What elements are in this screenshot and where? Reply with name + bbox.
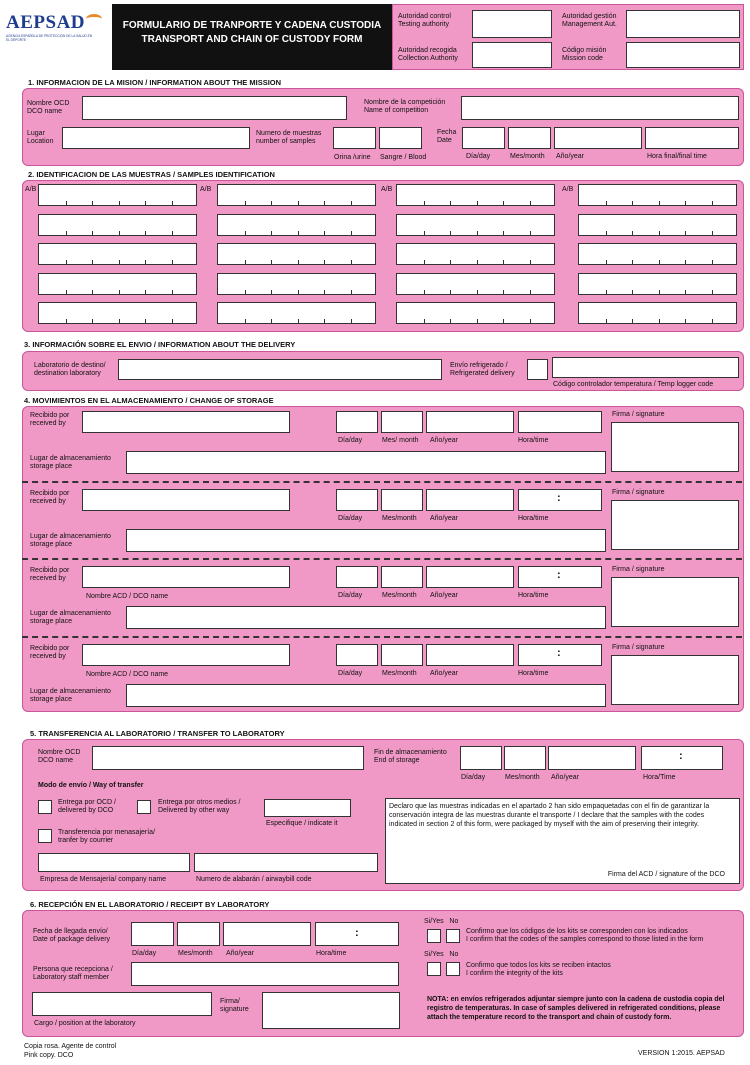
dco-delivered-checkbox[interactable] <box>38 800 52 814</box>
year-label: Año/year <box>556 153 585 160</box>
month-field[interactable] <box>508 127 551 149</box>
declaration-box <box>385 798 740 884</box>
arrival-time-label: Hora/time <box>316 950 347 957</box>
month-label: Mes/month <box>382 592 417 599</box>
acd-name-label: Nombre ACD / DCO name <box>86 671 169 678</box>
sample-code-field[interactable] <box>578 302 737 324</box>
signature-label: Firma / signature <box>612 489 665 496</box>
field-tick-mark <box>424 260 425 264</box>
arrival-year-field[interactable] <box>223 922 311 946</box>
final-time-field[interactable] <box>645 127 739 149</box>
copy-label: Copia rosa. Agente de control Pink copy. DCO <box>24 1043 117 1059</box>
field-tick-mark <box>450 231 451 235</box>
storage-place-field[interactable] <box>126 684 606 707</box>
field-tick-mark <box>712 260 713 264</box>
time-colon: : <box>557 647 561 659</box>
field-tick-mark <box>450 260 451 264</box>
field-tick-mark <box>66 319 67 323</box>
management-aut-label: Autoridad gestión Management Aut. <box>562 13 617 28</box>
month-label: Mes/month <box>382 515 417 522</box>
received-by-field[interactable] <box>82 411 290 433</box>
storage-place-field[interactable] <box>126 606 606 629</box>
year-label: Año/year <box>430 592 459 599</box>
arrival-day-field[interactable] <box>131 922 174 946</box>
sample-code-field[interactable] <box>396 184 555 206</box>
field-tick-mark <box>477 260 478 264</box>
field-tick-mark <box>659 201 660 205</box>
day-label: Día/day <box>338 592 363 599</box>
arrival-date-label: Fecha de llegada envío/ Date of package delivery <box>33 928 111 943</box>
storage-place-field[interactable] <box>126 451 606 474</box>
field-tick-mark <box>632 201 633 205</box>
sample-code-field[interactable] <box>217 184 376 206</box>
courier-checkbox[interactable] <box>38 829 52 843</box>
field-tick-mark <box>530 319 531 323</box>
signature-label: Firma / signature <box>612 566 665 573</box>
dco-signature-label: Firma del ACD / signature of the DCO <box>607 871 725 878</box>
airwaybill-field[interactable] <box>194 853 378 872</box>
day-field[interactable] <box>462 127 505 149</box>
signature-label: Firma / signature <box>612 644 665 651</box>
aepsad-logo <box>6 12 104 42</box>
integrity-no-checkbox[interactable] <box>446 962 460 976</box>
field-tick-mark <box>606 290 607 294</box>
num-samples-label: Numero de muestras number of samples <box>256 130 322 145</box>
field-tick-mark <box>450 201 451 205</box>
field-tick-mark <box>92 231 93 235</box>
acd-name-label: Nombre ACD / DCO name <box>86 593 169 600</box>
yes-no-label: Si/Yes No <box>424 951 459 958</box>
year-field[interactable] <box>554 127 642 149</box>
sample-code-field[interactable] <box>396 243 555 265</box>
end-year-field[interactable] <box>548 746 636 770</box>
month-label: Mes/month <box>382 670 417 677</box>
location-field[interactable] <box>62 127 250 149</box>
field-tick-mark <box>119 260 120 264</box>
staff-member-label: Persona que recepciona / Laboratory staff member <box>33 966 113 981</box>
field-tick-mark <box>92 290 93 294</box>
field-tick-mark <box>298 319 299 323</box>
month-label: Mes/month <box>510 153 545 160</box>
time-label: Hora/time <box>518 437 549 444</box>
field-tick-mark <box>712 319 713 323</box>
storage-time-field[interactable] <box>518 644 602 666</box>
field-tick-mark <box>659 260 660 264</box>
field-tick-mark <box>632 290 633 294</box>
end-time-label: Hora/Time <box>643 774 676 781</box>
refrigerated-label: Envío refrigerado / Refrigerated delivery <box>450 362 515 377</box>
section-6-title: 6. RECEPCIÓN EN EL LABORATORIO / RECEIPT BY LABORATORY <box>30 900 270 909</box>
field-tick-mark <box>424 201 425 205</box>
field-tick-mark <box>245 201 246 205</box>
arrival-time-colon: : <box>355 927 359 939</box>
signature-field[interactable] <box>611 422 739 472</box>
field-tick-mark <box>172 260 173 264</box>
field-tick-mark <box>606 201 607 205</box>
company-name-label: Empresa de Mensajería/ company name <box>40 876 167 883</box>
signature-field[interactable] <box>611 655 739 705</box>
month-label: Mes/ month <box>382 437 419 444</box>
field-tick-mark <box>477 319 478 323</box>
field-tick-mark <box>424 319 425 323</box>
field-tick-mark <box>659 290 660 294</box>
sample-code-field[interactable] <box>578 214 737 236</box>
sample-code-field[interactable] <box>38 184 197 206</box>
field-tick-mark <box>685 290 686 294</box>
field-tick-mark <box>145 290 146 294</box>
field-tick-mark <box>685 231 686 235</box>
field-tick-mark <box>298 231 299 235</box>
field-tick-mark <box>503 290 504 294</box>
field-tick-mark <box>172 290 173 294</box>
received-by-label: Recibido por received by <box>30 567 70 582</box>
lab-label: Laboratorio de destino/ destination laboratory <box>34 362 106 377</box>
specify-label: Especifique / indicate it <box>266 820 338 827</box>
sample-code-field[interactable] <box>396 273 555 295</box>
storage-day-field[interactable] <box>336 644 378 666</box>
staff-signature-field[interactable] <box>262 992 400 1029</box>
codes-no-checkbox[interactable] <box>446 929 460 943</box>
other-way-checkbox[interactable] <box>137 800 151 814</box>
field-tick-mark <box>659 231 660 235</box>
urine-count-field[interactable] <box>333 127 376 149</box>
blood-label: Sangre / Blood <box>380 154 427 161</box>
dco-delivered-label: Entrega por OCD / delivered by DCO <box>58 799 116 814</box>
field-tick-mark <box>503 201 504 205</box>
field-tick-mark <box>632 260 633 264</box>
storage-year-field[interactable] <box>426 489 514 511</box>
field-tick-mark <box>351 231 352 235</box>
field-tick-mark <box>530 260 531 264</box>
sample-code-field[interactable] <box>38 273 197 295</box>
airwaybill-label: Numero de alabarán / airwaybill code <box>196 876 312 883</box>
field-tick-mark <box>145 319 146 323</box>
field-tick-mark <box>503 319 504 323</box>
field-tick-mark <box>530 231 531 235</box>
collection-authority-label: Autoridad recogida Collection Authority <box>398 47 458 62</box>
received-by-field[interactable] <box>82 566 290 588</box>
field-tick-mark <box>245 290 246 294</box>
location-label: Lugar Location <box>27 130 54 145</box>
year-label: Año/year <box>430 670 459 677</box>
field-tick-mark <box>172 231 173 235</box>
field-tick-mark <box>632 319 633 323</box>
field-tick-mark <box>324 319 325 323</box>
field-tick-mark <box>351 290 352 294</box>
field-tick-mark <box>172 319 173 323</box>
field-tick-mark <box>245 319 246 323</box>
received-by-field[interactable] <box>82 644 290 666</box>
blood-count-field[interactable] <box>379 127 422 149</box>
cargo-label: Cargo / position at the laboratory <box>34 1020 136 1027</box>
field-tick-mark <box>712 201 713 205</box>
yes-no-label: Si/Yes No <box>424 918 459 925</box>
sample-code-field[interactable] <box>38 243 197 265</box>
field-tick-mark <box>712 290 713 294</box>
field-tick-mark <box>606 319 607 323</box>
sample-code-field[interactable] <box>217 243 376 265</box>
staff-member-field[interactable] <box>131 962 399 986</box>
time-label: Hora/time <box>518 670 549 677</box>
field-tick-mark <box>503 231 504 235</box>
field-tick-mark <box>92 260 93 264</box>
sample-code-field[interactable] <box>217 273 376 295</box>
field-tick-mark <box>271 231 272 235</box>
day-label: Día/day <box>338 670 363 677</box>
field-tick-mark <box>324 260 325 264</box>
field-tick-mark <box>450 319 451 323</box>
field-tick-mark <box>503 260 504 264</box>
sample-code-field[interactable] <box>38 214 197 236</box>
confirm-codes-label: Confirmo que los códigos de los kits se corresponden con los indicados I confirm that the codes of the samples correspond to those listed in the form <box>466 928 704 943</box>
field-tick-mark <box>145 231 146 235</box>
received-by-label: Recibido por received by <box>30 412 70 427</box>
mission-code-label: Código misión Mission code <box>562 47 607 62</box>
field-tick-mark <box>119 319 120 323</box>
form-title-es: FORMULARIO DE TRANPORTE Y CADENA CUSTODIA <box>122 20 382 31</box>
integrity-yes-checkbox[interactable] <box>427 962 441 976</box>
date-label: Fecha Date <box>437 129 457 144</box>
ab-label: A/B <box>381 186 393 193</box>
storage-place-label: Lugar de almacenamiento storage place <box>30 688 111 703</box>
section-4-title: 4. MOVIMIENTOS EN EL ALMACENAMIENTO / CHANGE OF STORAGE <box>24 396 274 405</box>
field-tick-mark <box>271 201 272 205</box>
testing-authority-field[interactable] <box>472 10 552 38</box>
field-tick-mark <box>245 260 246 264</box>
field-tick-mark <box>477 290 478 294</box>
section-3-title: 3. INFORMACIÓN SOBRE EL ENVIO / INFORMATION ABOUT THE DELIVERY <box>24 340 296 349</box>
refrigerated-note: NOTA: en envíos refrigerados adjuntar siempre junto con la cadena de custodia copia del registro de temperaturas. In case of samples delivered in refrigerated conditions, please attach the temperature record to the transport and chain of custody form. <box>427 996 725 1021</box>
arrival-year-label: Año/year <box>226 950 255 957</box>
field-tick-mark <box>530 290 531 294</box>
final-time-label: Hora final/final time <box>647 153 707 160</box>
lab-field[interactable] <box>118 359 442 380</box>
received-by-field[interactable] <box>82 489 290 511</box>
field-tick-mark <box>324 231 325 235</box>
year-label: Año/year <box>430 437 459 444</box>
form-title-en: TRANSPORT AND CHAIN OF CUSTODY FORM <box>141 34 363 45</box>
sample-code-field[interactable] <box>578 184 737 206</box>
courier-label: Transferencia por menasajería/ tranfer by courrier <box>58 829 156 844</box>
field-tick-mark <box>324 290 325 294</box>
declaration-text: Declaro que las muestras indicadas en el apartado 2 han sido empaquetadas con el fin de garantizar la conservación integra de las muestras durante el transporte / I declare that the samples with the codes indicated in section 2 of this form, were packaged by myself with the aim of preserving their integrity. <box>389 803 710 828</box>
storage-year-field[interactable] <box>426 644 514 666</box>
transfer-dco-name-field[interactable] <box>92 746 364 770</box>
field-tick-mark <box>145 260 146 264</box>
testing-authority-label: Autoridad control Testing authority <box>398 13 451 28</box>
storage-day-field[interactable] <box>336 411 378 433</box>
field-tick-mark <box>298 260 299 264</box>
field-tick-mark <box>92 319 93 323</box>
specify-field[interactable] <box>264 799 351 817</box>
time-colon: : <box>557 492 561 504</box>
day-label: Día/day <box>466 153 491 160</box>
sample-code-field[interactable] <box>217 214 376 236</box>
field-tick-mark <box>424 290 425 294</box>
signature-field[interactable] <box>611 577 739 627</box>
competition-field[interactable] <box>461 96 739 120</box>
day-label: Día/day <box>338 437 363 444</box>
logger-code-field[interactable] <box>552 357 739 378</box>
ab-label: A/B <box>200 186 212 193</box>
version-label: VERSION 1:2015. AEPSAD <box>638 1050 725 1057</box>
ab-label: A/B <box>25 186 37 193</box>
field-tick-mark <box>685 260 686 264</box>
sample-code-field[interactable] <box>396 214 555 236</box>
field-tick-mark <box>477 231 478 235</box>
storage-place-label: Lugar de almacenamiento storage place <box>30 610 111 625</box>
field-tick-mark <box>606 231 607 235</box>
field-tick-mark <box>450 290 451 294</box>
time-label: Hora/time <box>518 592 549 599</box>
section-1-title: 1. INFORMACION DE LA MISION / INFORMATION ABOUT THE MISSION <box>28 78 282 87</box>
field-tick-mark <box>351 260 352 264</box>
sample-code-field[interactable] <box>578 273 737 295</box>
field-tick-mark <box>119 231 120 235</box>
codes-yes-checkbox[interactable] <box>427 929 441 943</box>
end-month-label: Mes/month <box>505 774 540 781</box>
field-tick-mark <box>66 231 67 235</box>
other-way-label: Entrega por otros medios / Delivered by other way <box>158 799 241 814</box>
cargo-field[interactable] <box>32 992 212 1016</box>
arrival-day-label: Día/day <box>132 950 157 957</box>
storage-time-field[interactable] <box>518 411 602 433</box>
arrival-month-label: Mes/month <box>178 950 213 957</box>
field-tick-mark <box>685 201 686 205</box>
field-tick-mark <box>66 260 67 264</box>
field-tick-mark <box>145 201 146 205</box>
storage-month-field[interactable] <box>381 644 423 666</box>
logo-swoosh-icon <box>86 14 102 24</box>
field-tick-mark <box>119 290 120 294</box>
signature-field[interactable] <box>611 500 739 550</box>
time-colon: : <box>557 569 561 581</box>
storage-place-label: Lugar de almacenamiento storage place <box>30 533 111 548</box>
staff-signature-label: Firma/ signature <box>220 998 249 1013</box>
arrival-month-field[interactable] <box>177 922 220 946</box>
received-by-label: Recibido por received by <box>30 490 70 505</box>
form-title-block <box>112 4 392 70</box>
field-tick-mark <box>271 319 272 323</box>
confirm-integrity-label: Confirmo que todos los kits se reciben intactos I confirm the integrity of the kits <box>466 962 611 977</box>
logger-code-label: Código controlador temperatura / Temp logger code <box>553 381 714 388</box>
storage-year-field[interactable] <box>426 411 514 433</box>
storage-year-field[interactable] <box>426 566 514 588</box>
storage-place-field[interactable] <box>126 529 606 552</box>
end-day-field[interactable] <box>460 746 502 770</box>
day-label: Día/day <box>338 515 363 522</box>
competition-label: Nombre de la competición Name of competition <box>364 99 446 114</box>
storage-time-field[interactable] <box>518 566 602 588</box>
field-tick-mark <box>271 290 272 294</box>
way-of-transfer-label: Modo de envío / Way of transfer <box>38 782 144 789</box>
sample-code-field[interactable] <box>38 302 197 324</box>
field-tick-mark <box>530 201 531 205</box>
collection-authority-field[interactable] <box>472 42 552 68</box>
field-tick-mark <box>685 319 686 323</box>
sample-code-field[interactable] <box>578 243 737 265</box>
field-tick-mark <box>119 201 120 205</box>
refrigerated-field[interactable] <box>527 359 548 380</box>
field-tick-mark <box>271 260 272 264</box>
storage-day-field[interactable] <box>336 489 378 511</box>
dco-name-label: Nombre OCD DCO name <box>27 100 70 115</box>
end-month-field[interactable] <box>504 746 546 770</box>
field-tick-mark <box>92 201 93 205</box>
field-tick-mark <box>606 260 607 264</box>
logo-text: AEPSAD <box>6 12 86 33</box>
ab-label: A/B <box>562 186 574 193</box>
urine-label: Orina /urine <box>334 154 371 161</box>
received-by-label: Recibido por received by <box>30 645 70 660</box>
field-tick-mark <box>172 201 173 205</box>
logo-subtitle: AGENCIA ESPAÑOLA DE PROTECCIÓN DE LA SALUD EN EL DEPORTE <box>6 34 93 42</box>
field-tick-mark <box>324 201 325 205</box>
field-tick-mark <box>632 231 633 235</box>
field-tick-mark <box>477 201 478 205</box>
field-tick-mark <box>298 201 299 205</box>
field-tick-mark <box>351 201 352 205</box>
signature-label: Firma / signature <box>612 411 665 418</box>
end-year-label: Año/year <box>551 774 580 781</box>
storage-divider <box>22 558 742 560</box>
time-label: Hora/time <box>518 515 549 522</box>
sample-code-field[interactable] <box>217 302 376 324</box>
field-tick-mark <box>298 290 299 294</box>
section-2-title: 2. IDENTIFICACION DE LAS MUESTRAS / SAMPLES IDENTIFICATION <box>28 170 275 179</box>
management-aut-field[interactable] <box>626 10 740 38</box>
storage-divider <box>22 636 742 638</box>
end-day-label: Día/day <box>461 774 486 781</box>
section-5-title: 5. TRANSFERENCIA AL LABORATORIO / TRANSFER TO LABORATORY <box>30 729 285 738</box>
storage-time-field[interactable] <box>518 489 602 511</box>
storage-month-field[interactable] <box>381 411 423 433</box>
end-storage-label: Fin de almacenamiento End of storage <box>374 749 447 764</box>
field-tick-mark <box>659 319 660 323</box>
dco-name-field[interactable] <box>82 96 347 120</box>
storage-day-field[interactable] <box>336 566 378 588</box>
storage-month-field[interactable] <box>381 566 423 588</box>
field-tick-mark <box>351 319 352 323</box>
transfer-dco-name-label: Nombre OCD DCO name <box>38 749 81 764</box>
year-label: Año/year <box>430 515 459 522</box>
mission-code-field[interactable] <box>626 42 740 68</box>
field-tick-mark <box>245 231 246 235</box>
sample-code-field[interactable] <box>396 302 555 324</box>
end-time-colon: : <box>679 750 683 762</box>
storage-month-field[interactable] <box>381 489 423 511</box>
field-tick-mark <box>424 231 425 235</box>
storage-divider <box>22 481 742 483</box>
company-name-field[interactable] <box>38 853 190 872</box>
field-tick-mark <box>66 201 67 205</box>
field-tick-mark <box>66 290 67 294</box>
storage-place-label: Lugar de almacenamiento storage place <box>30 455 111 470</box>
field-tick-mark <box>712 231 713 235</box>
